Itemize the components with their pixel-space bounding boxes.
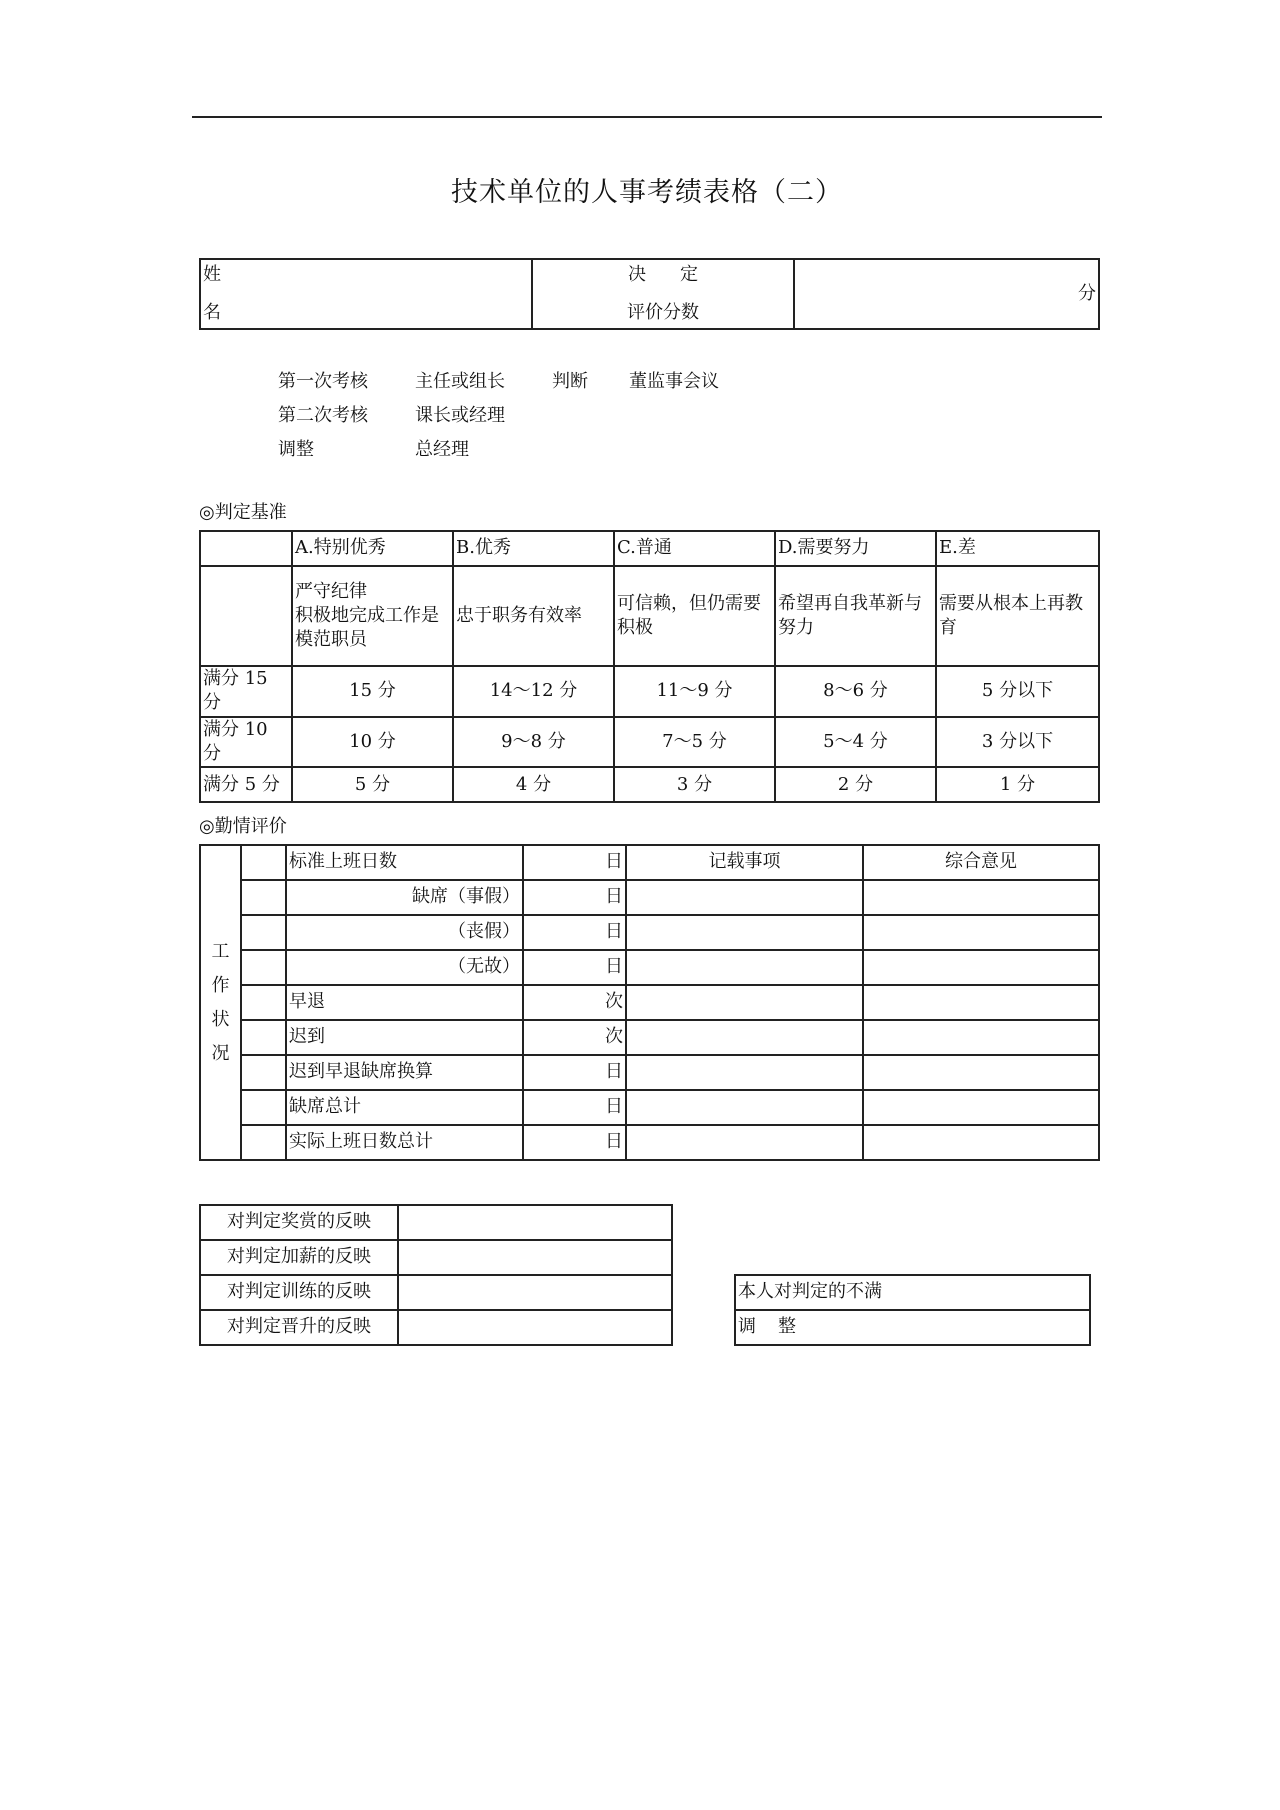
adjust-role: 总经理 [415, 439, 469, 460]
score-cell: 15 分 [292, 666, 453, 717]
score-row-label: 满分 10 分 [200, 717, 292, 768]
reaction-label: 对判定奖赏的反映 [200, 1205, 398, 1240]
grade-d: D.需要努力 [775, 531, 936, 566]
reaction-label: 对判定晋升的反映 [200, 1310, 398, 1345]
score-cell: 10 分 [292, 717, 453, 768]
row-label: 迟到早退缺席换算 [286, 1055, 523, 1090]
check-cell[interactable] [241, 845, 286, 880]
opinion-header: 综合意见 [863, 845, 1099, 880]
check-cell[interactable] [241, 880, 286, 915]
score-cell: 4 分 [453, 767, 614, 802]
check-cell[interactable] [241, 1020, 286, 1055]
name-label-1: 姓 [203, 264, 221, 285]
record-cell[interactable] [626, 950, 863, 985]
dissatisfaction-label[interactable]: 本人对判定的不满 [735, 1275, 1090, 1310]
grade-a: A.特别优秀 [292, 531, 453, 566]
score-unit: 分 [1078, 282, 1096, 304]
record-cell[interactable] [626, 985, 863, 1020]
row-unit[interactable]: 日 [523, 1055, 626, 1090]
row-unit[interactable]: 日 [523, 950, 626, 985]
row-label: （丧假） [286, 915, 523, 950]
reaction-field[interactable] [398, 1310, 672, 1345]
score-cell: 8～6 分 [775, 666, 936, 717]
score-value-cell[interactable] [794, 259, 1099, 329]
check-cell[interactable] [241, 985, 286, 1020]
score-cell: 5～4 分 [775, 717, 936, 768]
opinion-cell[interactable] [863, 1125, 1099, 1160]
eval-score-label: 评价分数 [627, 301, 699, 323]
top-rule [192, 116, 1102, 118]
score-row [200, 717, 1099, 768]
row-unit[interactable]: 日 [523, 845, 626, 880]
reaction-label: 对判定加薪的反映 [200, 1240, 398, 1275]
row-label: 迟到 [286, 1020, 523, 1055]
score-cell: 9～8 分 [453, 717, 614, 768]
criteria-section-title: ◎判定基准 [199, 502, 287, 523]
grade-e: E.差 [936, 531, 1099, 566]
score-cell: 7～5 分 [614, 717, 775, 768]
name-label-2: 名 [203, 301, 221, 323]
opinion-cell[interactable] [863, 985, 1099, 1020]
examiner-block [278, 365, 719, 467]
row-label: 早退 [286, 985, 523, 1020]
reaction-field[interactable] [398, 1275, 672, 1310]
score-cell: 5 分 [292, 767, 453, 802]
row-unit[interactable]: 次 [523, 1020, 626, 1055]
desc-c: 可信赖，但仍需要 积极 [614, 566, 775, 666]
reaction-field[interactable] [398, 1205, 672, 1240]
adjust-label: 调整 [278, 439, 314, 460]
name-score-table [199, 258, 1100, 330]
score-cell: 14～12 分 [453, 666, 614, 717]
second-exam: 第二次考核 [278, 405, 368, 426]
check-cell[interactable] [241, 1055, 286, 1090]
reaction-table [199, 1204, 673, 1346]
check-cell[interactable] [241, 1090, 286, 1125]
row-label: 实际上班日数总计 [286, 1125, 523, 1160]
grade-c: C.普通 [614, 531, 775, 566]
desc-a: 严守纪律 积极地完成工作是 模范职员 [292, 566, 453, 666]
score-row-label: 满分 5 分 [200, 767, 292, 802]
score-row-label: 满分 15 分 [200, 666, 292, 717]
check-cell[interactable] [241, 1125, 286, 1160]
score-cell: 11～9 分 [614, 666, 775, 717]
board-label: 董监事会议 [629, 371, 719, 392]
reaction-field[interactable] [398, 1240, 672, 1275]
score-cell: 3 分 [614, 767, 775, 802]
opinion-cell[interactable] [863, 1020, 1099, 1055]
row-label: 缺席总计 [286, 1090, 523, 1125]
record-header: 记载事项 [626, 845, 863, 880]
row-label: 标准上班日数 [286, 845, 523, 880]
first-role: 主任或组长 [415, 371, 505, 392]
score-cell: 5 分以下 [936, 666, 1099, 717]
score-cell: 2 分 [775, 767, 936, 802]
decide-label: 决 定 [628, 264, 698, 285]
work-status-label: 工 作 状 况 [200, 845, 241, 1160]
row-label: （无故） [286, 950, 523, 985]
desc-b: 忠于职务有效率 [453, 566, 614, 666]
opinion-cell[interactable] [863, 1090, 1099, 1125]
criteria-table [199, 530, 1100, 803]
attendance-section-title: ◎勤情评价 [199, 816, 287, 837]
opinion-cell[interactable] [863, 880, 1099, 915]
row-unit[interactable]: 次 [523, 985, 626, 1020]
record-cell[interactable] [626, 1125, 863, 1160]
opinion-cell[interactable] [863, 950, 1099, 985]
criteria-corner [200, 531, 292, 566]
desc-corner [200, 566, 292, 666]
reaction-label: 对判定训练的反映 [200, 1275, 398, 1310]
second-role: 课长或经理 [415, 405, 505, 426]
record-cell[interactable] [626, 880, 863, 915]
row-unit[interactable]: 日 [523, 1090, 626, 1125]
record-cell[interactable] [626, 915, 863, 950]
record-cell[interactable] [626, 1055, 863, 1090]
row-unit[interactable]: 日 [523, 915, 626, 950]
first-exam: 第一次考核 [278, 371, 368, 392]
page-title: 技术单位的人事考绩表格（二） [451, 177, 843, 208]
dissatisfaction-adjust[interactable]: 调 整 [735, 1310, 1090, 1345]
row-unit[interactable]: 日 [523, 1125, 626, 1160]
name-cell[interactable] [200, 259, 532, 329]
decide-label-cell [532, 259, 794, 329]
record-cell[interactable] [626, 1020, 863, 1055]
opinion-cell[interactable] [863, 1055, 1099, 1090]
dissatisfaction-table [734, 1274, 1091, 1346]
row-unit[interactable]: 日 [523, 880, 626, 915]
score-row [200, 666, 1099, 717]
judge-label: 判断 [552, 371, 588, 392]
score-cell: 3 分以下 [936, 717, 1099, 768]
check-cell[interactable] [241, 915, 286, 950]
row-label: 缺席（事假） [286, 880, 523, 915]
grade-b: B.优秀 [453, 531, 614, 566]
attendance-table [199, 844, 1100, 1161]
score-cell: 1 分 [936, 767, 1099, 802]
check-cell[interactable] [241, 950, 286, 985]
desc-d: 希望再自我革新与 努力 [775, 566, 936, 666]
opinion-cell[interactable] [863, 915, 1099, 950]
desc-e: 需要从根本上再教 育 [936, 566, 1099, 666]
score-row [200, 767, 1099, 802]
record-cell[interactable] [626, 1090, 863, 1125]
